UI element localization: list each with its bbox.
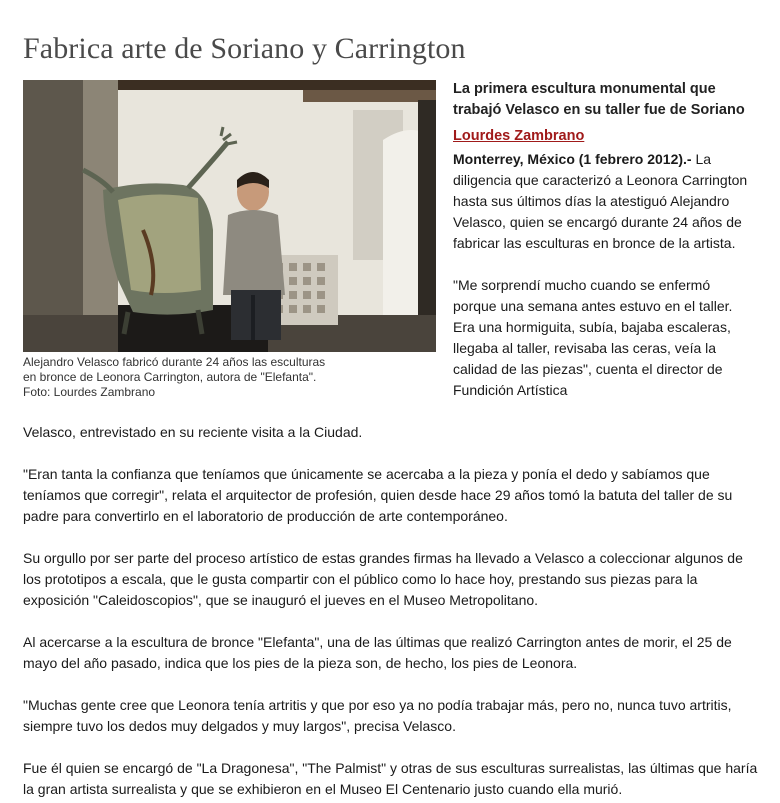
caption-credit: Foto: Lourdes Zambrano: [23, 385, 156, 399]
paragraph: Fue él quien se encargó de "La Dragonesa", "The Palmist" y otras de sus esculturas surrealistas, las últimas que haría la gran artista surrealista y que se exhibieron en el Museo El Centenario justo cuando ella murió.: [23, 760, 758, 797]
dateline: Monterrey, México (1 febrero 2012).-: [453, 151, 692, 167]
paragraph-continuation: Velasco, entrevistado en su reciente visita a la Ciudad.: [23, 424, 363, 440]
article-photo: [23, 80, 436, 352]
paragraph: Su orgullo por ser parte del proceso artístico de estas grandes firmas ha llevado a Velasco a coleccionar algunos de los prototipos a escala, que le gusta compartir con el público como lo hace hoy, prestando sus piezas para la exposición "Caleidoscopios", que se inauguró el jueves en el Museo Metropolitano.: [23, 550, 743, 608]
article-sidebar-column: [453, 79, 753, 401]
paragraph: "Muchas gente cree que Leonora tenía artritis y que por eso ya no podía trabajar más, pero no, nunca tuvo artritis, siempre tuvo los dedos muy delgados y muy largos", precisa Velasco.: [23, 697, 732, 734]
author-link[interactable]: Lourdes Zambrano: [453, 128, 585, 144]
article-title: Fabrica arte de Soriano y Carrington: [23, 32, 466, 65]
sculpture-photo-illustration: [23, 80, 436, 352]
lead-text: La diligencia que caracterizó a Leonora Carrington hasta sus últimos días la atestiguó Alejandro Velasco, quien se encargó durante 24 años de fabricar las esculturas en bronce de la artista.: [453, 151, 748, 251]
lead-paragraph: [453, 149, 753, 254]
paragraph: "Eran tanta la confianza que teníamos que únicamente se acercaba a la pieza y ponía el dedo y sabíamos que teníamos que corregir", relata el arquitector de profesión, quien desde hace 29 años tomó la batuta del taller de su padre para convertirlo en el laboratorio de producción de arte contemporáneo.: [23, 466, 733, 524]
article-subhead: La primera escultura monumental que trabajó Velasco en su taller fue de Soriano: [453, 81, 745, 118]
quote-paragraph: "Me sorprendí mucho cuando se enfermó porque una semana antes estuvo en el taller. Era una hormiguita, subía, bajaba escaleras, llegaba al taller, revisaba las ceras, veía la calidad de las piezas", cuenta el director de Fundición Artística: [453, 277, 733, 398]
paragraph: Al acercarse a la escultura de bronce "Elefanta", una de las últimas que realizó Carrington antes de morir, el 25 de mayo del año pasado, indica que los pies de la pieza son, de hecho, los pies de Leonora.: [23, 634, 732, 671]
article-body: [23, 422, 763, 803]
caption-line: Alejandro Velasco fabricó durante 24 años las esculturas: [23, 355, 326, 369]
photo-caption: [23, 355, 443, 400]
caption-line: en bronce de Leonora Carrington, autora de "Elefanta".: [23, 370, 317, 384]
